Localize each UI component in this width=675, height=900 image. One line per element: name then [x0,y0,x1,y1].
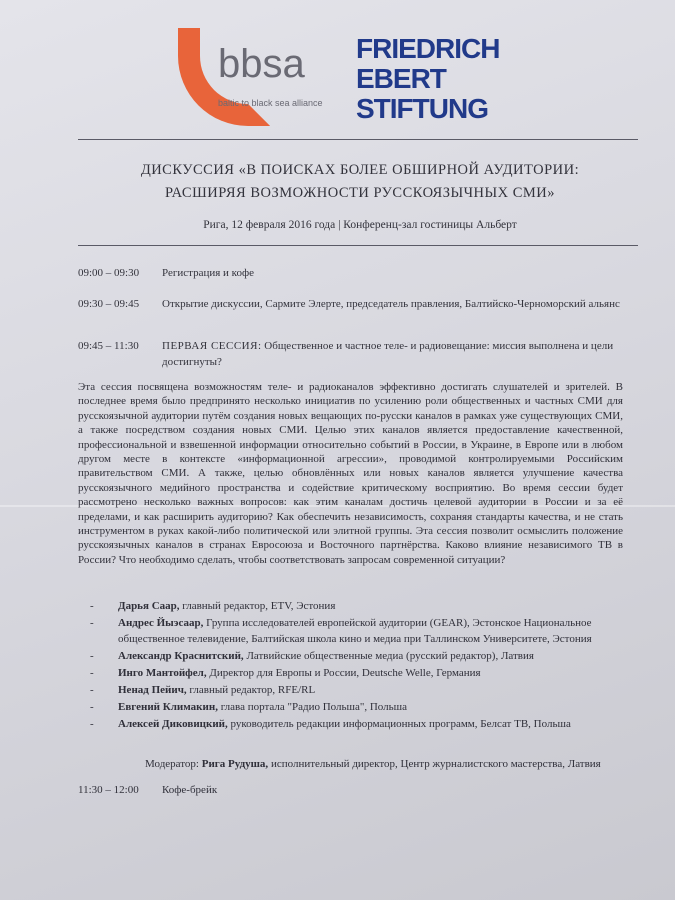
speaker-list [90,598,625,733]
moderator-label: Модератор: [145,758,199,770]
header-bottom-rule [78,245,638,246]
speaker-role: Группа исследователей европейской аудитории (GEAR), Эстонское Национальное общественное телевидение, Балтийская школа кино и медиа при Таллинском Университете, Эстония [118,617,592,645]
moderator-line [145,758,645,770]
top-rule [78,139,638,140]
coffee-break-text: Кофе-брейк [162,784,218,796]
fes-line-3: STIFTUNG [356,93,488,124]
speaker-item: - Алексей Диковицкий, руководитель редакции информационных программ, Белсат ТВ, Польша [90,718,571,730]
agenda-time: 09:45 – 11:30 [78,340,139,352]
place-date: Рига, 12 февраля 2016 года | Конференц-зал гостиницы Альберт [203,219,517,231]
coffee-break-time: 11:30 – 12:00 [78,784,139,796]
speaker-name: Евгений Климакин, [118,701,218,713]
speaker-name: Александр Краснитский, [118,650,244,662]
speaker-name: Андрес Йыэсаар, [118,617,204,629]
fes-logo [356,34,516,129]
speaker-role: глава портала "Радио Польша", Польша [220,701,408,713]
speaker-item: - Андрес Йыэсаар, Группа исследователей европейской аудитории (GEAR), Эстонское Национальное общественное телевидение, Балтийская школа кино и медиа при Таллинском Университете, Эстония [90,617,592,645]
fes-line-1: FRIEDRICH [356,33,500,64]
speaker-role: руководитель редакции информационных программ, Белсат ТВ, Польша [230,718,571,730]
speaker-role: главный редактор, ETV, Эстония [182,600,336,612]
speaker-name: Ненад Пейич, [118,684,187,696]
speaker-item: - Евгений Климакин, глава портала "Радио Польша", Польша [90,701,408,713]
speaker-item: - Ненад Пейич, главный редактор, RFE/RL [90,684,316,696]
speaker-role: Латвийские общественные медиа (русский редактор), Латвия [246,650,534,662]
moderator-role: исполнительный директор, Центр журналистского мастерства, Латвия [270,758,601,770]
agenda-time: 09:30 – 09:45 [78,298,140,310]
speaker-item: - Дарья Саар, главный редактор, ETV, Эстония [90,600,336,612]
speaker-role: Директор для Европы и России, Deutsche Welle, Германия [209,667,481,679]
speaker-role: главный редактор, RFE/RL [189,684,316,696]
agenda-text: Открытие дискуссии, Сармите Элерте, председатель правления, Балтийско-Черноморский альянс [162,298,620,310]
moderator-name: Рига Рудуша, [201,758,269,770]
speaker-name: Инго Мантойфел, [118,667,207,679]
speaker-name: Дарья Саар, [118,600,180,612]
title-line-2: РАСШИРЯЯ ВОЗМОЖНОСТИ РУССКОЯЗЫЧНЫХ СМИ» [164,185,556,201]
bbsa-wordmark: bbsa [218,42,305,86]
bbsa-tagline: baltic to black sea alliance [218,98,323,108]
session-name: ПЕРВАЯ СЕССИЯ: [162,340,262,352]
agenda-session [162,338,622,370]
fes-line-2: EBERT [356,63,446,94]
speaker-item: - Александр Краснитский, Латвийские общественные медиа (русский редактор), Латвия [90,650,534,662]
speaker-name: Алексей Диковицкий, [118,718,228,730]
title-line-1: ДИСКУССИЯ «В ПОИСКАХ БОЛЕЕ ОБШИРНОЙ АУДИТОРИИ: [140,162,580,178]
session-description: Эта сессия посвящена возможностям теле- и радиоканалов эффективно достигать слушателей и зрителей. В последнее время было предпринято несколько инициатив по усилению роли общественных и частных СМИ для русскоязычной аудитории путём создания новых вещающих по-русски каналов в рамках уже существующих СМИ, а также посредством создания новых СМИ. Целью этих каналов является предоставление качественной, профессиональной и взвешенной информации относительно событий в России, в Украине, в Европе или в любом другом месте в контексте «информационной агрессии», проводимой контролируемыми Российским правительством СМИ. А также, целью обновлённых или новых каналов является улучшение качества русскоязычного медийного пространства и содействие критическому восприятию. Во время сессии будет рассмотрено несколько важных вопросов: как этим каналам достичь целевой аудитории в России и за её пределами, и как расширить аудиторию? Как обеспечить независимость, сохраняя стандарты качества, и не стать инструментом в руках какой-либо политической или элитной группы. Эта сессия позволит осмыслить положение русскоязычных каналов в странах Евросоюза и Восточного партнёрства. Каково влияние независимого ТВ в России? Что необходимо сделать, чтобы соответствовать запросам современной ситуации? [78,381,623,566]
agenda-time: 09:00 – 09:30 [78,267,140,279]
bbsa-logo [178,28,338,128]
session-title: Общественное и частное теле- и радиовещание: миссия выполнена и цели достигнуты? [162,340,614,368]
agenda-text: Регистрация и кофе [162,267,254,279]
speaker-item: - Инго Мантойфел, Директор для Европы и России, Deutsche Welle, Германия [90,667,481,679]
